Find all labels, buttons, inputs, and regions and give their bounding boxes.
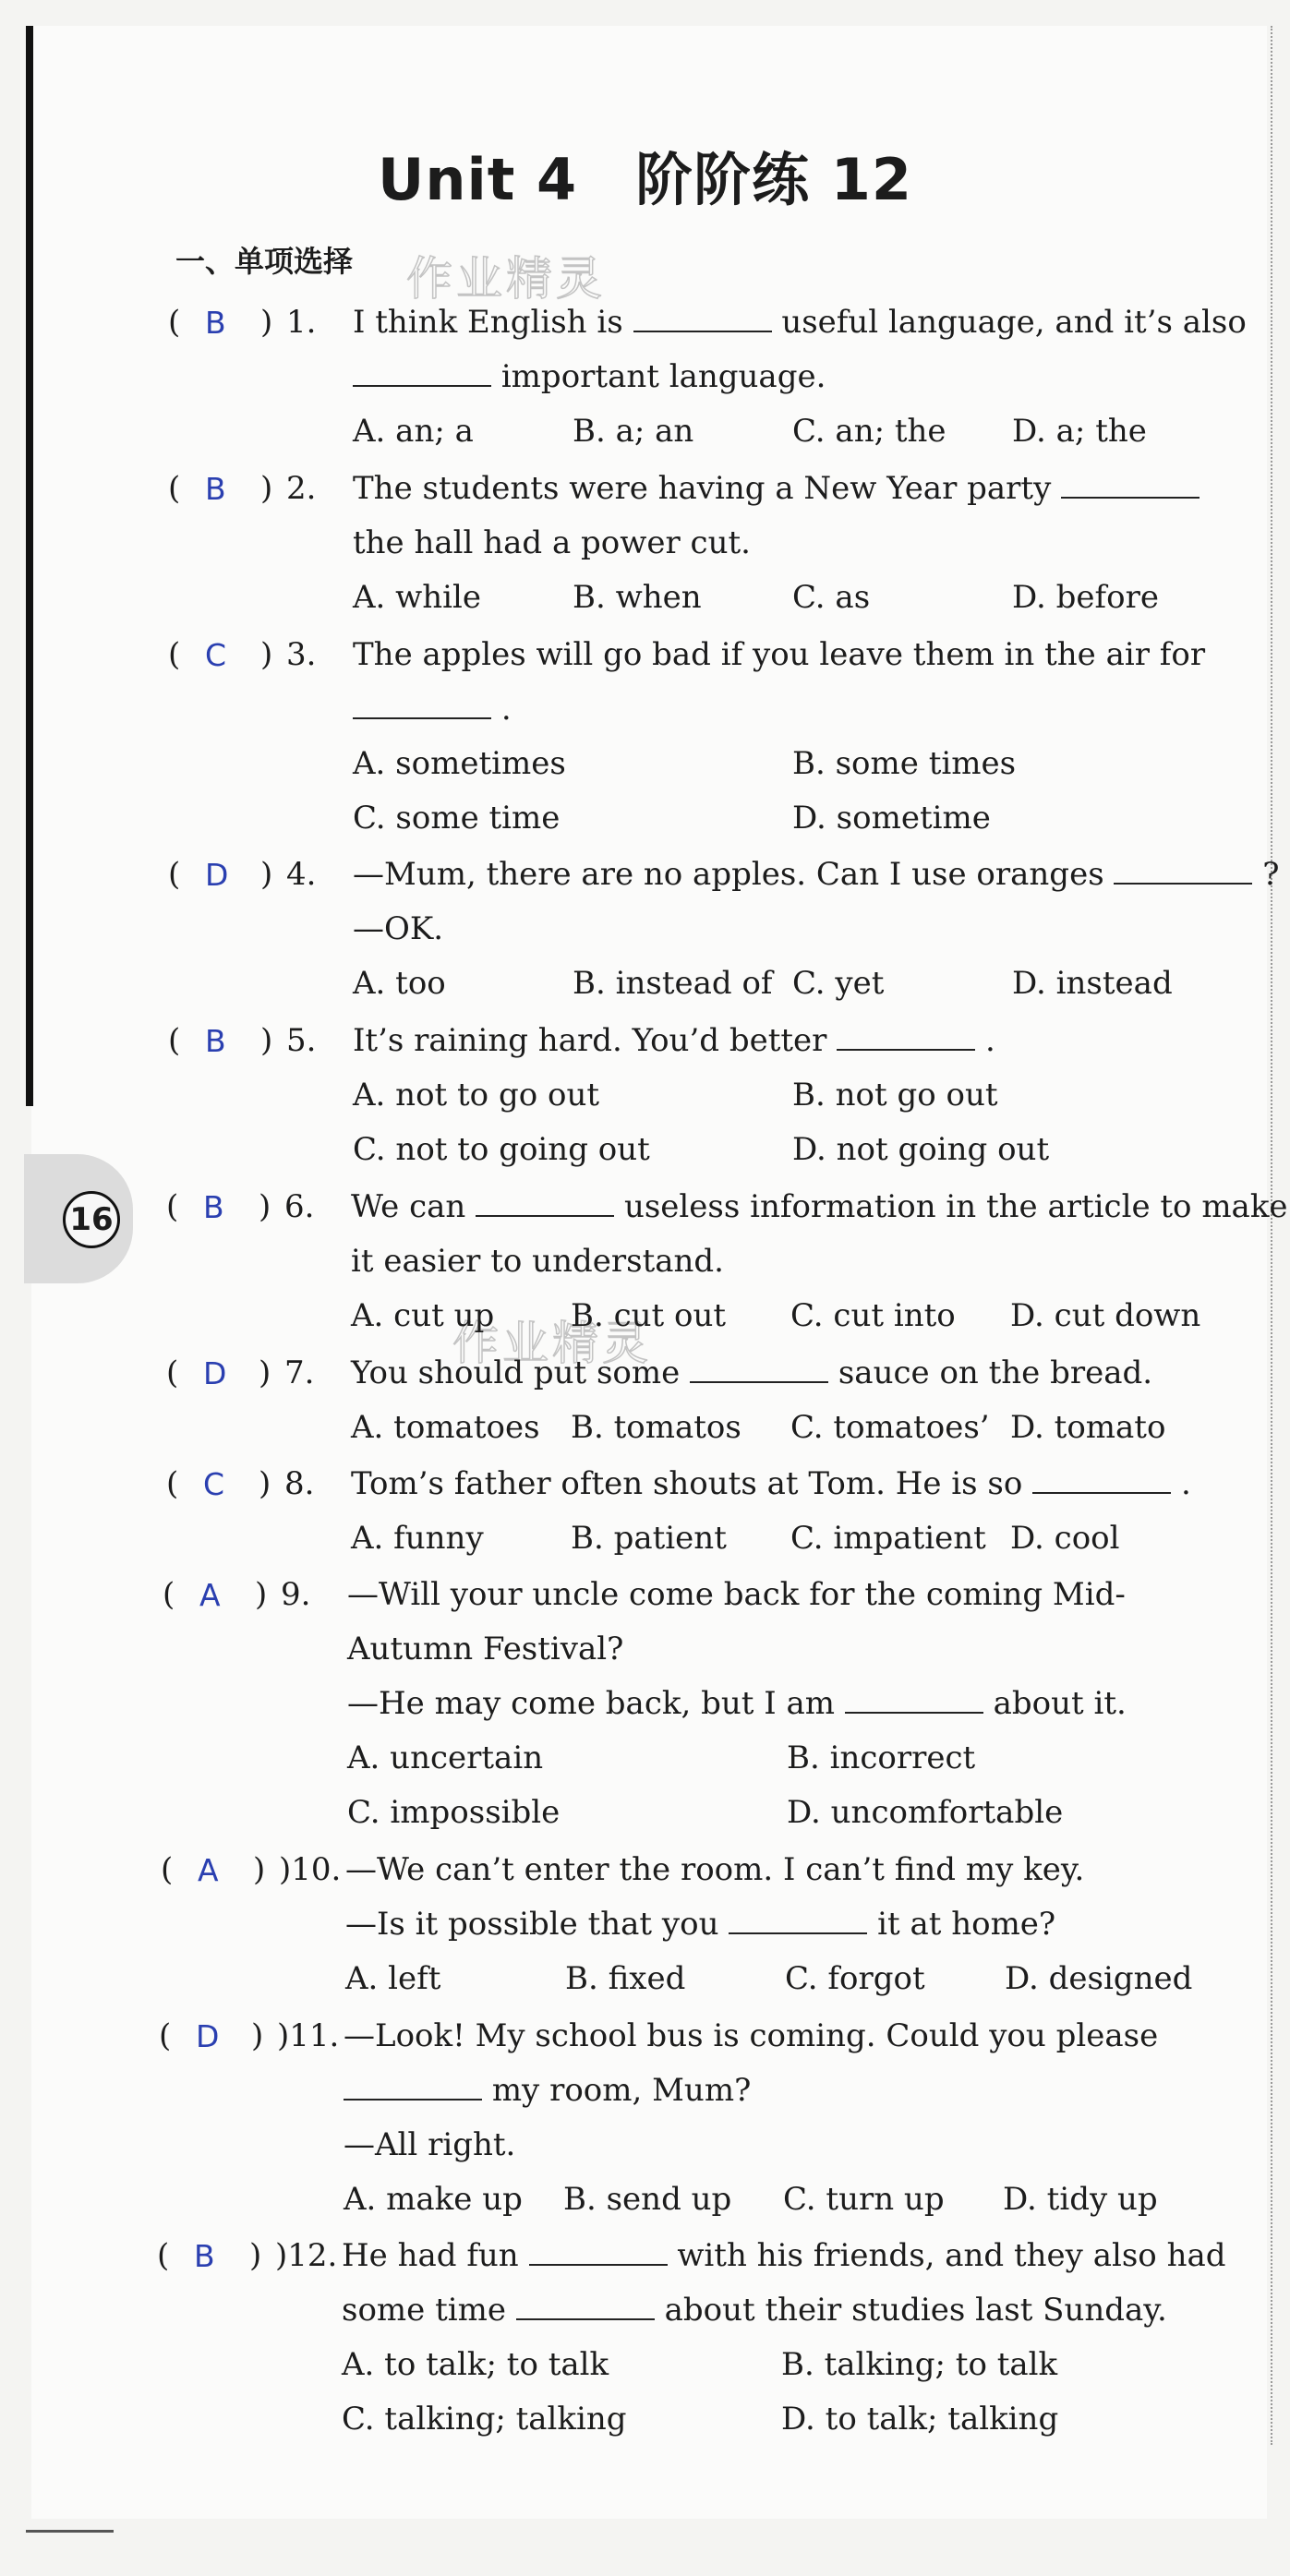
question-text [347,1568,1234,1622]
text-segment: We can [351,1188,476,1225]
text-segment: The students were having a New Year party [353,470,1062,507]
option[interactable]: B. instead of [573,965,773,1002]
text-segment: useful language, and it’s also [781,304,1247,341]
answer-paren-close: ) [255,1576,268,1613]
question-line [157,2283,1228,2338]
option[interactable]: A. to talk; to talk [342,2346,609,2383]
text-segment: my room, Mum? [491,2072,752,2109]
options-row [166,1401,1237,1455]
question-text [353,350,1239,404]
answer-paren-close: ) [260,470,273,507]
answer-paren-open: ( [161,1851,174,1888]
right-cut-line [1271,26,1272,2445]
text-segment: I think English is [353,304,633,341]
answer-blank[interactable] [690,1354,828,1383]
answer-paren-open: ( [157,2237,170,2274]
answer-blank[interactable] [729,1905,867,1934]
option[interactable]: A. make up [344,2181,523,2218]
answer-paren-close: ) [260,304,273,341]
answer-letter: C [203,1466,225,1502]
option[interactable]: D. before [1012,579,1159,616]
answer-paren-open: ( [168,1022,181,1059]
page-title: Unit 4 阶阶练 12 [378,146,912,213]
option[interactable]: C. as [792,579,871,616]
question-text [347,1677,1234,1731]
question-number: 5. [286,1022,317,1059]
option[interactable]: B. some times [792,745,1017,782]
text-segment: —He may come back, but I am [347,1685,845,1722]
option[interactable]: B. tomatos [571,1409,741,1446]
option[interactable]: B. not go out [792,1077,998,1113]
answer-paren-open: ( [159,2017,172,2054]
question-text [342,2283,1228,2338]
text-segment: —All right. [344,2126,516,2163]
options-row [168,1123,1239,1177]
answer-paren-open: ( [166,1354,179,1391]
question-6 [166,1180,1288,1343]
question-line [168,1014,1239,1068]
question-line [166,1457,1237,1511]
answer-blank[interactable] [353,357,491,387]
answer-paren-close: ) [260,856,273,893]
answer-blank[interactable] [1061,469,1200,499]
text-segment: important language. [500,358,826,395]
option[interactable]: A. cut up [351,1297,495,1334]
text-segment: Autumn Festival? [347,1631,624,1667]
options-row [166,1511,1237,1566]
question-text [351,1346,1237,1401]
answer-paren-close: ) [259,1465,271,1502]
question-line [161,1897,1232,1952]
option[interactable]: D. uncomfortable [787,1794,1064,1831]
question-line [168,516,1239,571]
answer-paren-close: ) [253,1851,266,1888]
option[interactable]: D. tomato [1010,1409,1166,1446]
option[interactable]: C. talking; talking [342,2401,627,2438]
question-7 [166,1346,1237,1455]
text-segment: the hall had a power cut. [353,524,751,561]
answer-blank[interactable] [633,303,772,332]
question-number: 3. [286,636,317,673]
question-line [159,2064,1230,2118]
option[interactable]: B. talking; to talk [781,2346,1058,2383]
question-number: 8. [284,1465,315,1502]
option[interactable]: C. forgot [785,1960,925,1997]
section-heading: 一、单项选择 [175,244,354,279]
question-line [161,1843,1232,1897]
options-row [168,791,1239,846]
answer-letter: B [194,2238,215,2274]
answer-blank[interactable] [516,2291,655,2320]
answer-letter: D [205,857,229,893]
answer-letter: A [199,1577,221,1613]
option[interactable]: B. send up [563,2181,732,2218]
answer-paren-close: ) [249,2237,262,2274]
question-line [159,2009,1230,2064]
option[interactable]: A. sometimes [353,745,566,782]
question-text [353,295,1247,350]
option[interactable]: D. cool [1010,1520,1120,1557]
question-line [159,2118,1230,2173]
question-line [163,1677,1234,1731]
option[interactable]: D. cut down [1010,1297,1201,1334]
option[interactable]: D. designed [1005,1960,1193,1997]
option[interactable]: A. tomatoes [351,1409,540,1446]
answer-blank[interactable] [344,2071,482,2101]
options-row [157,2338,1228,2392]
answer-paren-open: ( [168,636,181,673]
question-line [168,682,1239,737]
text-segment: ? [1262,856,1280,893]
question-line [157,2229,1228,2283]
option[interactable]: B. cut out [571,1297,727,1334]
text-segment: . [985,1022,995,1059]
text-segment: useless information in the article to make [623,1188,1288,1225]
options-row [168,404,1239,459]
option[interactable]: B. when [573,579,702,616]
question-text [351,1180,1288,1234]
option[interactable]: A. left [345,1960,441,1997]
text-segment: . [1180,1465,1191,1502]
answer-letter: B [203,1189,224,1225]
text-segment: some time [342,2292,516,2329]
question-number: 2. [286,470,317,507]
text-segment: —OK. [353,910,444,947]
option[interactable]: D. to talk; talking [781,2401,1059,2438]
question-text [344,2009,1230,2064]
option[interactable]: A. too [353,965,446,1002]
question-number: 7. [284,1354,315,1391]
text-segment: . [500,691,512,728]
question-5 [168,1014,1239,1177]
question-line [168,628,1239,682]
option[interactable]: B. a; an [573,413,694,450]
question-line [168,902,1239,957]
option[interactable]: D. a; the [1012,413,1147,450]
text-segment: Tom’s father often shouts at Tom. He is so [351,1465,1033,1502]
option[interactable]: C. turn up [783,2181,945,2218]
options-row [157,2392,1228,2447]
option[interactable]: D. tidy up [1003,2181,1158,2218]
question-text [353,516,1239,571]
question-line [168,848,1280,902]
answer-paren-close: ) [259,1354,271,1391]
answer-paren-open: ( [168,856,181,893]
question-text [353,462,1239,516]
option[interactable]: C. yet [792,965,885,1002]
option[interactable]: A. uncertain [347,1739,544,1776]
question-text [353,1014,1239,1068]
options-row [163,1731,1234,1786]
question-text [353,682,1239,737]
answer-paren-open: ( [166,1188,179,1225]
answer-paren-close: ) [251,2017,264,2054]
answer-letter: D [203,1355,227,1391]
question-11 [159,2009,1230,2227]
option[interactable]: A. an; a [353,413,474,450]
answer-paren-open: ( [168,304,181,341]
bottom-mark [26,2530,114,2533]
text-segment: He had fun [342,2237,529,2274]
question-text [345,1843,1232,1897]
option[interactable]: C. cut into [790,1297,956,1334]
page-number: 16 [63,1191,120,1248]
option[interactable]: C. some time [353,800,561,837]
option[interactable]: B. incorrect [787,1739,976,1776]
answer-blank[interactable] [1032,1464,1171,1494]
answer-letter: D [196,2018,220,2054]
option[interactable]: B. fixed [565,1960,686,1997]
text-segment: The apples will go bad if you leave them in the air for [353,636,1206,673]
question-4 [168,848,1280,1011]
text-segment: —Look! My school bus is coming. Could you please [344,2017,1159,2054]
text-segment: it easier to understand. [351,1243,724,1280]
question-number: )12. [275,2237,338,2274]
option[interactable]: C. an; the [792,413,946,450]
answer-letter: B [205,471,226,507]
question-text [347,1622,1234,1677]
option[interactable]: A. funny [351,1520,484,1557]
question-9 [163,1568,1234,1840]
answer-letter: B [205,305,226,341]
question-text [344,2064,1230,2118]
question-3 [168,628,1239,846]
question-number: 6. [284,1188,315,1225]
options-row [168,571,1239,625]
answer-blank[interactable] [529,2236,668,2266]
question-12 [157,2229,1228,2447]
answer-letter: B [205,1023,226,1059]
options-row [168,737,1239,791]
question-line [166,1234,1237,1289]
answer-letter: C [205,637,227,673]
option[interactable]: B. patient [571,1520,727,1557]
question-2 [168,462,1239,625]
question-text [353,902,1239,957]
question-line [166,1346,1237,1401]
question-number: 1. [286,304,317,341]
option[interactable]: D. not going out [792,1131,1050,1168]
text-segment: about their studies last Sunday. [664,2292,1167,2329]
question-text [351,1234,1237,1289]
option[interactable]: C. tomatoes’ [790,1409,990,1446]
text-segment: —We can’t enter the room. I can’t find my key. [345,1851,1085,1888]
answer-letter: A [198,1852,219,1888]
answer-paren-close: ) [260,636,273,673]
option[interactable]: C. impatient [790,1520,986,1557]
question-number: )10. [279,1851,342,1888]
answer-paren-close: ) [259,1188,271,1225]
answer-paren-open: ( [163,1576,175,1613]
question-line [166,1180,1288,1234]
question-line [163,1622,1234,1677]
option[interactable]: C. not to going out [353,1131,650,1168]
question-8 [166,1457,1237,1566]
question-number: 4. [286,856,317,893]
options-row [168,1068,1239,1123]
answer-paren-open: ( [168,470,181,507]
option[interactable]: D. instead [1012,965,1173,1002]
answer-blank[interactable] [476,1187,614,1217]
text-segment: about it. [993,1685,1127,1722]
options-row [161,1952,1232,2006]
options-row [168,957,1239,1011]
question-number: )11. [277,2017,340,2054]
question-text [344,2118,1230,2173]
text-segment: It’s raining hard. You’d better [353,1022,838,1059]
question-10 [161,1843,1232,2006]
text-segment: —Mum, there are no apples. Can I use oranges [353,856,1115,893]
answer-paren-close: ) [260,1022,273,1059]
answer-blank[interactable] [1114,855,1252,885]
question-number: 9. [281,1576,311,1613]
options-row [159,2173,1230,2227]
answer-blank[interactable] [845,1684,983,1714]
text-segment: You should put some [351,1354,691,1391]
question-text [353,628,1239,682]
question-text [342,2229,1228,2283]
option[interactable]: C. impossible [347,1794,561,1831]
option[interactable]: A. not to go out [353,1077,600,1113]
option[interactable]: A. while [353,579,482,616]
question-text [351,1457,1237,1511]
answer-paren-open: ( [166,1465,179,1502]
text-segment: —Will your uncle come back for the coming Mid- [347,1576,1126,1613]
watermark: 作业精灵 [406,252,606,306]
question-text [353,848,1280,902]
question-line [163,1568,1234,1622]
text-segment: with his friends, and they also had [677,2237,1226,2274]
options-row [166,1289,1237,1343]
text-segment: sauce on the bread. [838,1354,1153,1391]
text-segment: it at home? [877,1906,1056,1943]
question-text [345,1897,1232,1952]
options-row [163,1786,1234,1840]
question-1 [168,295,1247,459]
question-line [168,295,1247,350]
option[interactable]: D. sometime [792,800,991,837]
answer-blank[interactable] [353,690,491,719]
question-line [168,350,1239,404]
answer-blank[interactable] [837,1021,975,1051]
watermark: 作业精灵 [452,1317,652,1370]
text-segment: —Is it possible that you [345,1906,729,1943]
question-line [168,462,1239,516]
